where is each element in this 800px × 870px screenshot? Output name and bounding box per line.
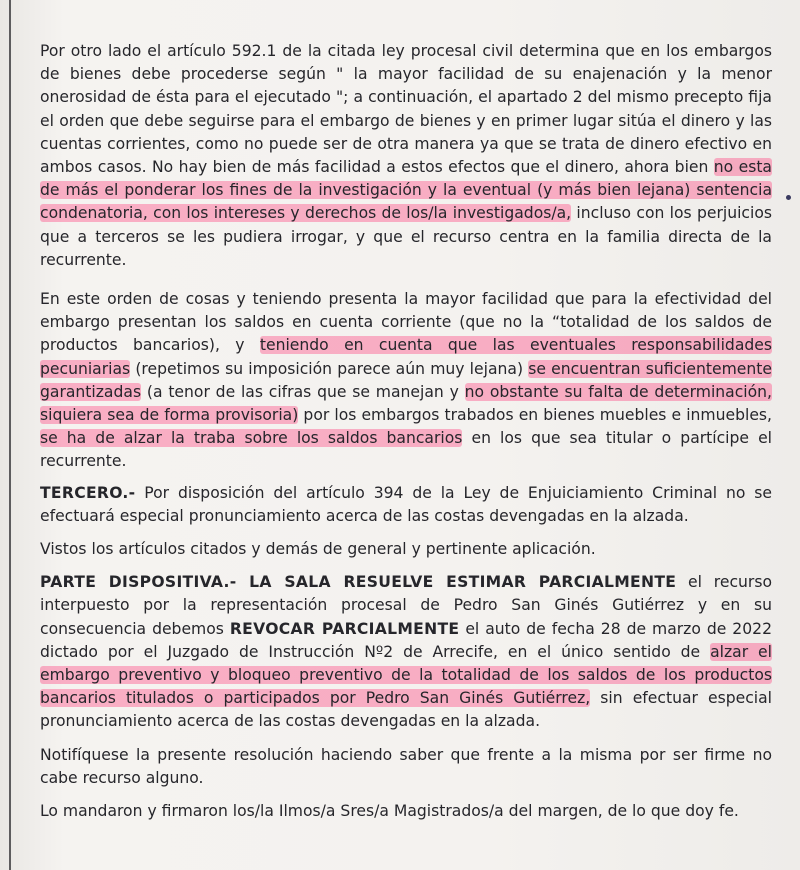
paragraph-text: en los que sea titular o partícipe el recurrente. [40, 429, 772, 471]
highlighted-text: se ha de alzar la traba sobre los saldos bancarios [40, 429, 463, 448]
highlighted-text: no obstante su falta de determinación, siquiera sea de forma provisoria) [40, 382, 773, 425]
paragraph-text: En este orden de cosas y teniendo presenta la mayor facilidad que para la efectividad del embargo presentan los saldos en cuenta corriente (que no la “totalidad de los saldos de productos bancarios), y [40, 290, 772, 355]
paragraph-article-592 [40, 40, 772, 272]
paragraph-text: Notifíquese la presente resolución haciendo saber que frente a la misma por ser firme no cabe recurso alguno. [40, 745, 772, 787]
highlighted-text: alzar el embargo preventivo y bloqueo preventivo de la totalidad de los saldos de los productos bancarios titulados o participados por Pedro San Ginés Gutiérrez, [40, 642, 772, 708]
paragraph-text: incluso con los perjuicios que a terceros se les pudiera irrogar, y que el recurso centra en la familia directa de la recurrente. [40, 204, 772, 269]
document-body [40, 40, 772, 823]
paragraph-embargo-balances [40, 288, 772, 474]
paragraph-text: Lo mandaron y firmaron los/la Ilmos/a Sres/a Magistrados/a del margen, de lo que doy fe. [40, 802, 739, 821]
paragraph-mandaron [40, 800, 772, 823]
paragraph-text: (a tenor de las cifras que se manejan y [141, 382, 465, 401]
highlighted-text: no esta de más el ponderar los fines de la investigación y la eventual (y más bien lejana) sentencia condenatoria, con los intereses y derechos de los/la investigados/a, [40, 158, 772, 223]
paragraph-text: Por otro lado el artículo 592.1 de la citada ley procesal civil determina que en los embargos de bienes debe procederse según " la mayor facilidad de su enajenación y la menor onerosidad de ésta para el ejecutado "; a continuación, el apartado 2 del mismo precepto fija el orden que debe seguirse para el embargo de bienes y en primer lugar sitúa el dinero y las cuentas corrientes, como no puede ser de otra manera ya que se trata de dinero efectivo en ambos casos. No hay bien de más facilidad a estos efectos que el dinero, ahora bien [40, 42, 772, 177]
paragraph-text: el recurso interpuesto por la representación procesal de Pedro San Ginés Gutiérrez y en su consecuencia debemos [40, 573, 772, 638]
paragraph-tercero [40, 482, 772, 528]
paragraph-text: (repetimos su imposición parece aún muy lejana) [130, 359, 529, 378]
section-label: PARTE DISPOSITIVA.- LA SALA RESUELVE ESTIMAR PARCIALMENTE [40, 573, 677, 592]
paragraph-text: por los embargos trabados en bienes muebles e inmuebles, [298, 406, 772, 425]
highlighted-text: se encuentran suficientemente garantizadas [40, 359, 772, 401]
paragraph-text: el auto de fecha 28 de marzo de 2022 dictado por el Juzgado de Instrucción Nº2 de Arrecife, en el único sentido de [40, 619, 772, 661]
paragraph-vistos [40, 538, 772, 561]
paragraph-parte-dispositiva [40, 571, 772, 733]
paragraph-notifiquese [40, 744, 772, 790]
bold-text: REVOCAR PARCIALMENTE [229, 619, 460, 638]
paragraph-text: sin efectuar especial pronunciamiento acerca de las costas devengadas en la alzada. [40, 689, 772, 731]
margin-line [9, 0, 11, 870]
ink-dot [786, 195, 791, 200]
section-label: TERCERO.- [40, 483, 136, 502]
paragraph-text: Vistos los artículos citados y demás de general y pertinente aplicación. [40, 540, 596, 559]
paragraph-text: Por disposición del artículo 394 de la Ley de Enjuiciamiento Criminal no se efectuará especial pronunciamiento acerca de las costas devengadas en la alzada. [40, 483, 772, 525]
highlighted-text: teniendo en cuenta que las eventuales responsabilidades pecuniarias [40, 336, 772, 378]
